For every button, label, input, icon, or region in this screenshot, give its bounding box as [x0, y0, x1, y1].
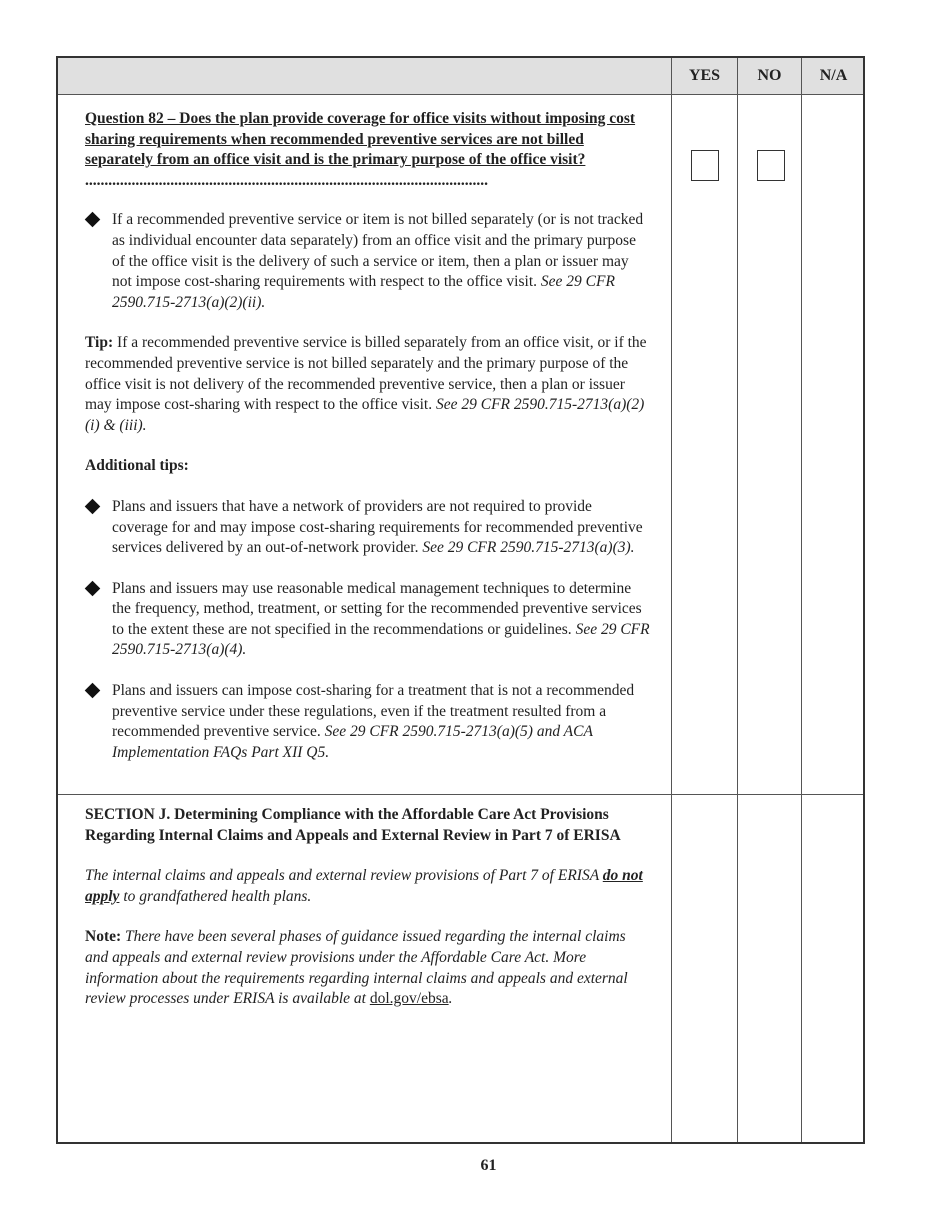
column-divider	[671, 58, 672, 1142]
tip-label: Tip:	[85, 334, 114, 352]
bullet-item	[85, 681, 650, 763]
header-divider	[58, 94, 863, 95]
tip-text: If a recommended preventive service is billed separately from an office visit, or if the recommended preventive service is not billed separately and the primary purpose of the office visit is not delivery of the recommended preventive service, then a plan or issuer may impose cost-sharing with respect to the office visit.	[85, 334, 647, 414]
bullet-text: Plans and issuers may use reasonable medical management techniques to determine the frequency, method, treatment, or setting for the recommended preventive services to the extent these are not specified in the recommendations or guidelines.	[112, 579, 642, 638]
tip-paragraph	[85, 333, 650, 436]
bullet-text: If a recommended preventive service or item is not billed separately (or is not tracked as individual encounter data separately) from an office visit and the primary purpose of the office visit is the delivery of such a service or item, then a plan or issuer may not impose cost-sharing requirements with respect to the office visit.	[112, 211, 644, 291]
note-end: .	[448, 990, 453, 1008]
column-header-yes: YES	[688, 67, 721, 84]
section-j-note	[85, 927, 650, 1009]
bullet-item	[85, 210, 650, 313]
intro-text-end: to grandfathered health plans.	[119, 887, 312, 905]
bullet-text: Plans and issuers that have a network of providers are not required to provide coverage for and may impose cost-sharing requirements for recommended preventive services delivered by an out-of-network provider.	[112, 497, 643, 557]
question-82	[85, 109, 650, 763]
tip-citation: See 29 CFR 2590.715-2713(a)(2)(i) & (iii).	[85, 396, 645, 434]
section-j-intro	[85, 866, 650, 907]
page-number: 61	[480, 1157, 497, 1174]
bullet-item	[85, 497, 650, 559]
checklist-table	[56, 56, 865, 1144]
do-not-apply-emphasis: do not apply	[85, 867, 643, 905]
question-title: Question 82 – Does the plan provide coverage for office visits without imposing cost sharing requirements when recommended preventive services are not billed separately from an office visit and is the primary purpose of the office visit?	[85, 110, 636, 169]
dol-ebsa-link[interactable]: dol.gov/ebsa	[369, 990, 449, 1008]
note-text: There have been several phases of guidance issued regarding the internal claims and appeals and external review provisions under the Affordable Care Act. More information about the requirements regarding internal claims and appeals and external review processes under ERISA is available at	[85, 928, 628, 1008]
no-checkbox[interactable]	[757, 150, 785, 181]
column-divider	[801, 58, 802, 1142]
yes-checkbox[interactable]	[691, 150, 719, 181]
bullet-item	[85, 579, 650, 661]
additional-tips-heading: Additional tips:	[85, 457, 189, 475]
bullet-citation: See 29 CFR 2590.715-2713(a)(4).	[112, 620, 650, 659]
column-divider	[737, 58, 738, 1142]
bullet-citation: See 29 CFR 2590.715-2713(a)(5) and ACA Implementation FAQs Part XII Q5.	[112, 723, 593, 761]
question-leader: ........................................................................................................	[85, 171, 488, 189]
bullet-citation: See 29 CFR 2590.715-2713(a)(3).	[422, 539, 635, 557]
diamond-bullet-icon	[85, 580, 101, 596]
diamond-bullet-icon	[85, 499, 101, 515]
section-j	[85, 805, 650, 1010]
column-header-na: N/A	[819, 67, 848, 84]
diamond-bullet-icon	[85, 212, 101, 228]
diamond-bullet-icon	[85, 683, 101, 699]
bullet-text: Plans and issuers can impose cost-sharing for a treatment that is not a recommended preventive service under these regulations, even if the treatment resulted from a recommended preventive service.	[112, 682, 635, 741]
column-header-no: NO	[757, 67, 782, 84]
note-label: Note:	[85, 928, 122, 946]
bullet-citation: See 29 CFR 2590.715-2713(a)(2)(ii).	[112, 273, 615, 311]
section-divider	[58, 794, 863, 795]
section-j-title: SECTION J. Determining Compliance with the Affordable Care Act Provisions Regarding Internal Claims and Appeals and External Review in Part 7 of ERISA	[85, 806, 621, 844]
intro-text: The internal claims and appeals and external review provisions of Part 7 of ERISA	[85, 867, 603, 885]
